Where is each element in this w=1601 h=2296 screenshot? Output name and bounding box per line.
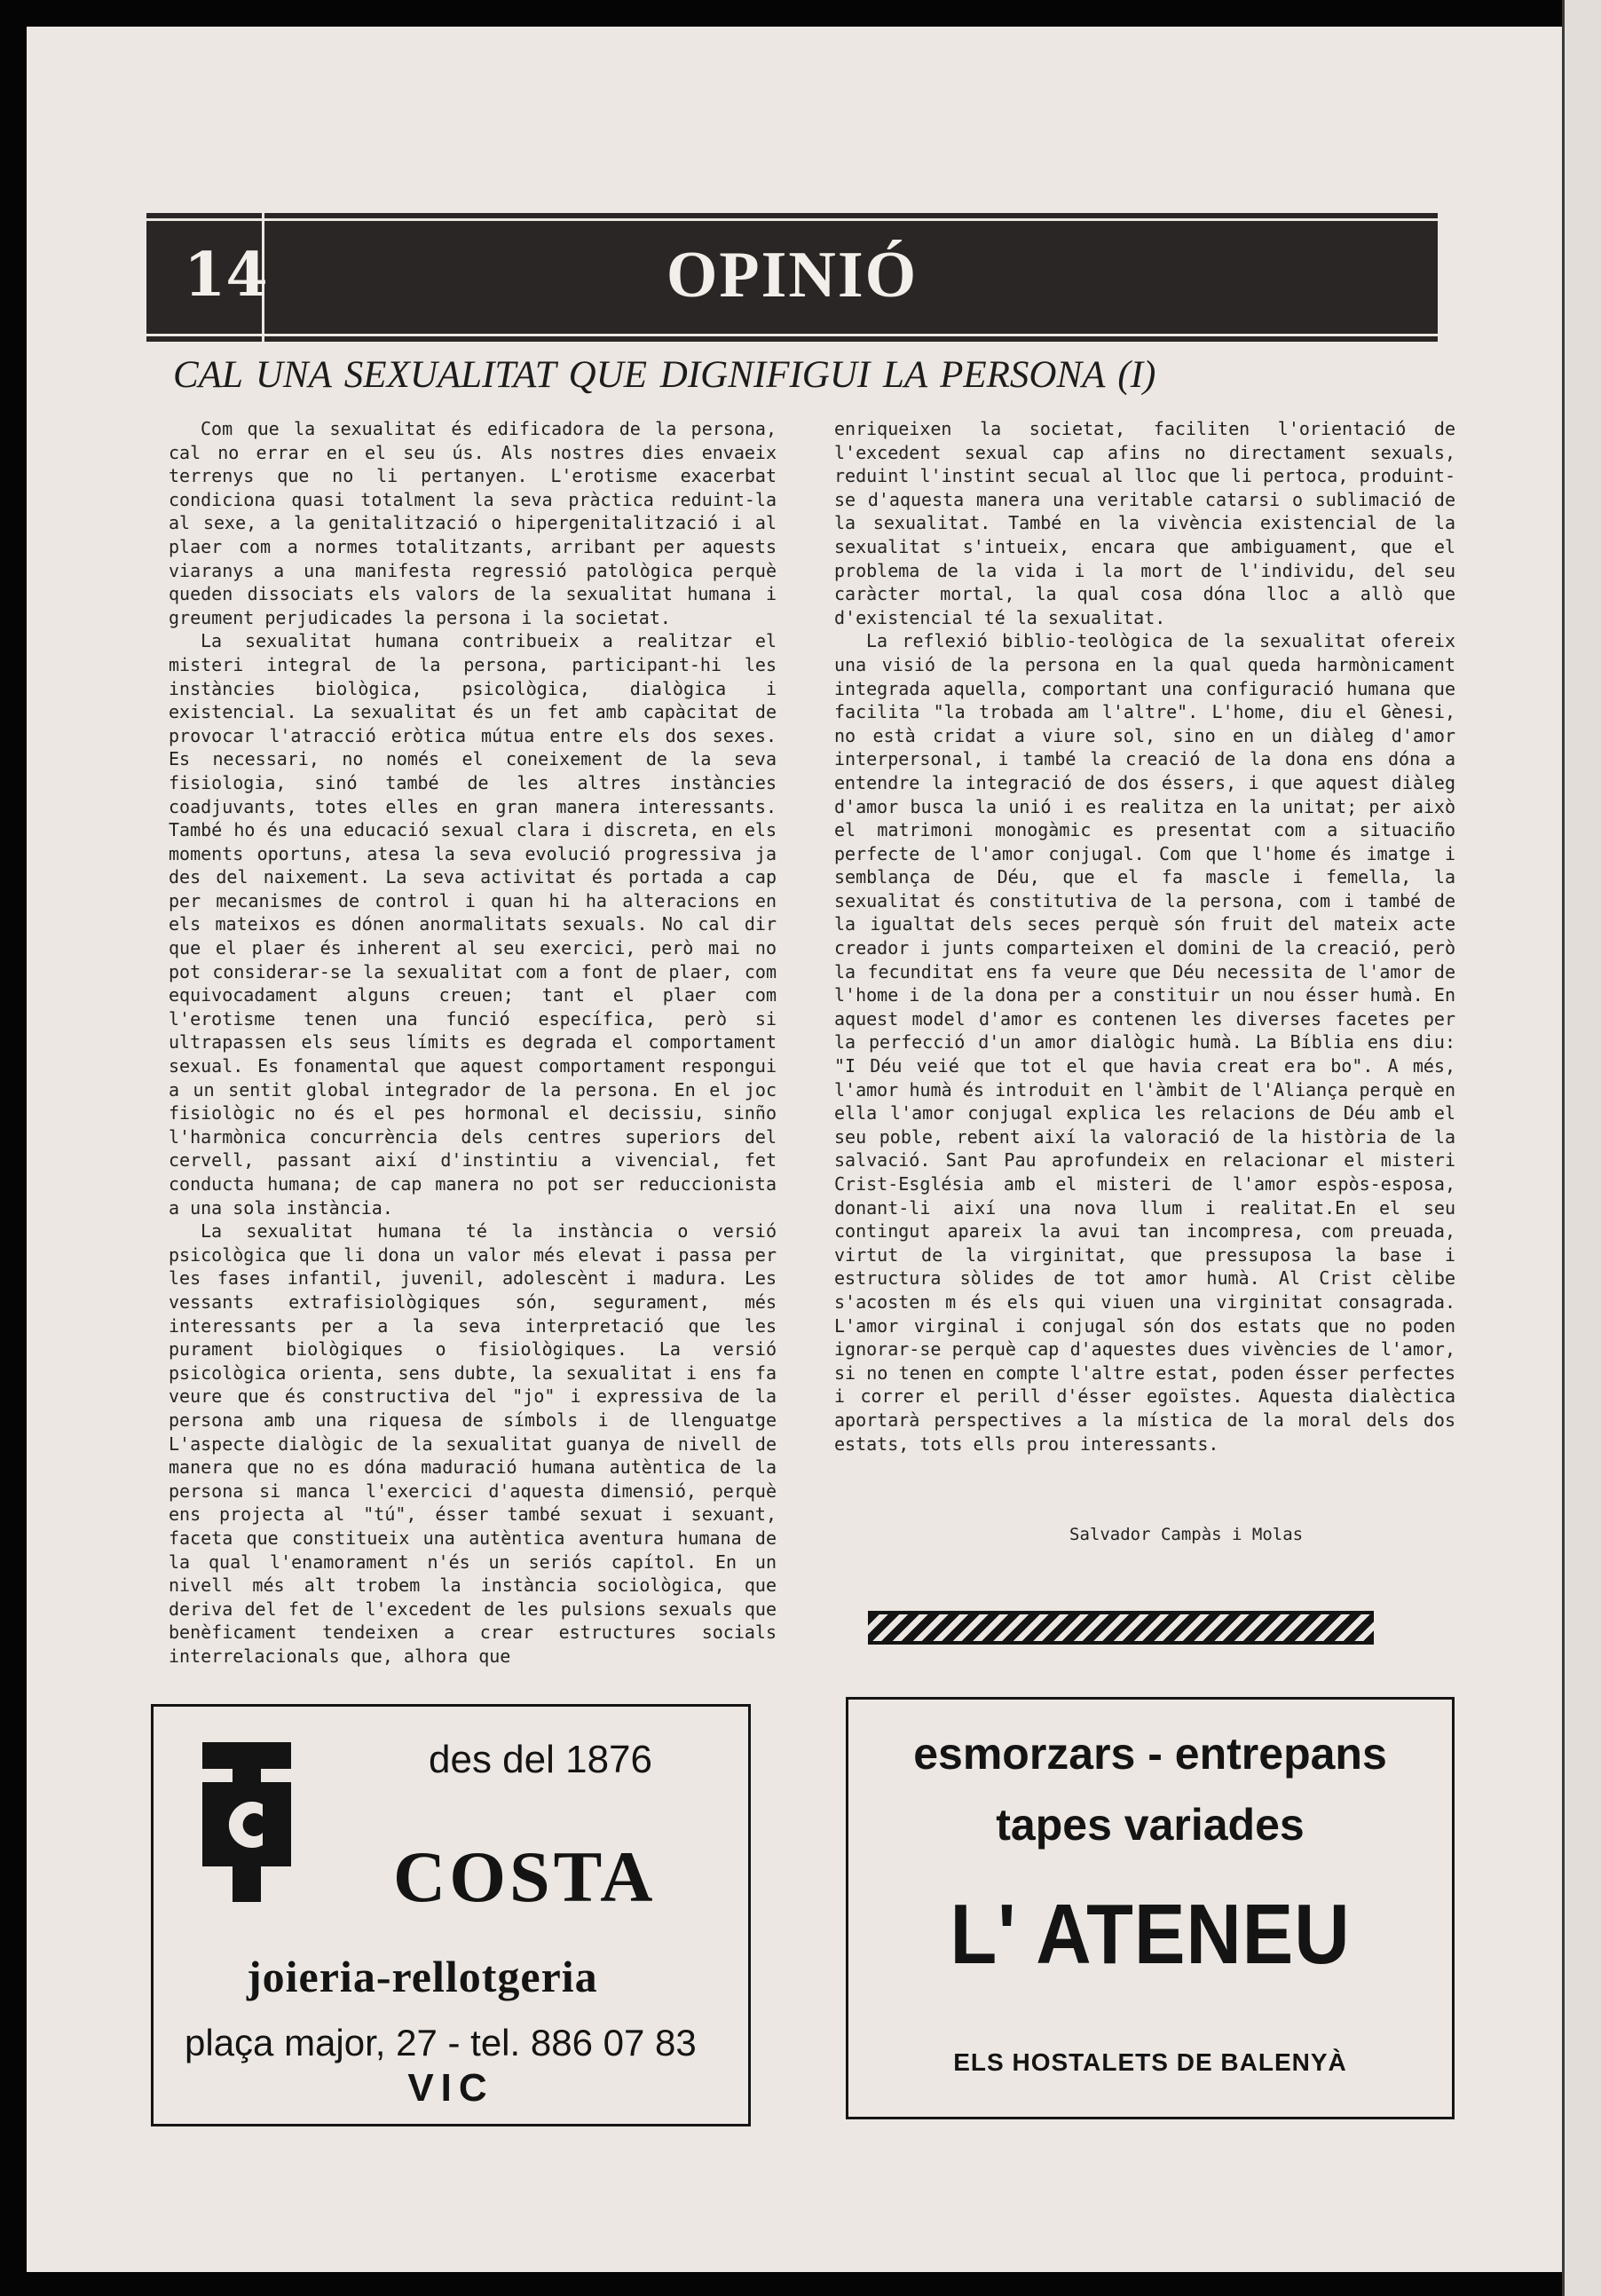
costa-logo-icon <box>202 1742 291 1902</box>
article-paragraph: enriqueixen la societat, faciliten l'orientació de l'excedent sexual cap afins no directament sexuals, reduint l'instint secual al lloc que li pertoca, produint-se d'aquesta manera una veritable catarsi o sublimació de la sexualitat. També en la vivència existencial de la sexualitat s'intueix, encara que ambiguament, que el problema de la vida i la mort de l'individu, del seu caràcter mortal, la qual cosa dóna lloc a allò que d'existencial té la sexualitat. <box>834 418 1455 628</box>
costa-since: des del 1876 <box>429 1738 652 1781</box>
section-banner <box>146 213 1438 342</box>
ateneu-name: L' ATENEU <box>950 1887 1351 1982</box>
article-author: Salvador Campàs i Molas <box>1069 1525 1304 1544</box>
costa-name: COSTA <box>393 1836 657 1917</box>
page-number: 14 <box>184 240 268 311</box>
decorative-rope-divider <box>868 1611 1374 1645</box>
costa-city: VIC <box>407 2066 494 2110</box>
article-column-right <box>834 417 1455 1456</box>
article-paragraph: La reflexió biblio-teològica de la sexualitat ofereix una visió de la persona en la qual queda harmònicament integrada aquella, comportant una configuració humana que facilita "la trobada am l'altre". L'home, diu el Gènesi, no està cridat a viure sol, sino en un diàleg d'amor interpersonal, i també la creació de la dona ens dóna a entendre la integració de dos éssers, i que aquest diàleg d'amor busca la unió i es realitza en la unitat; per això el matrimoni monogàmic es presentat com a situaciño perfecte de l'amor conjugal. Com que l'home és imatge i semblança de Déu, que el fa mascle i femella, la sexualitat és constitutiva de la persona, com i també de la igualtat dels seces perquè són fruit del mateix acte creador i junts comparteixen el domini de la creació, però la fecunditat ens fa veure que Déu necessita de l'amor de l'home i de la dona per a constituir un nou ésser humà. En aquest model d'amor es contenen les diverses facetes per la perfecció d'un amor dialògic humà. La Bíblia ens diu: "I Déu veié que tot el que havia creat era bo". A més, l'amor humà és introduit en l'àmbit de l'Aliança perquè en ella l'amor conjugal explica les relacions de Déu amb el seu poble, rebent així la valoració de la història de la salvació. Sant Pau aprofundeix en relacionar el misteri Crist-Església amb el misteri de l'amor espòs-esposa, donant-li així una nova llum i realitat.En el seu contingut apareix la avui tan incompresa, com preuada, virtut de la virginitat, que pressuposa la base i estructura sòlides de tot amor humà. Al Crist cèlibe s'acosten m és els qui viuen una virginitat consagrada. L'amor virginal i conjugal són dos estats que no poden ignorar-se perquè cap d'aquestes dues vivències de l'amor, si no tenen en compte l'altre estat, poden ésser perfectes i correr el perill d'ésser egoïstes. Aquesta dialèctica aportarà perspectives a la mística de la moral dels dos estats, tots ells prou interessants. <box>834 630 1455 1455</box>
article-column-left <box>169 417 777 1668</box>
ateneu-offer-line1: esmorzars - entrepans <box>913 1729 1387 1779</box>
banner-rule-bottom <box>146 334 1438 336</box>
article-paragraph: Com que la sexualitat és edificadora de la persona, cal no errar en el seu ús. Als nostres dies envaeix terrenys que no li pertanyen. L'erotisme exacerbat condiciona quasi totalment la seva pràctica reduint-la al sexe, a la genitalització o hipergenitalització i al plaer com a normes totalitzants, arribant per aquests viaranys a una manifesta regressió patològica perquè queden dissociats els valors de la sexualitat humana i greument perjudicades la persona i la societat. <box>169 418 777 628</box>
ad-ateneu <box>846 1697 1455 2119</box>
article-paragraph: La sexualitat humana contribueix a realitzar el misteri integral de la persona, participant-hi les instàncies biològica, psicològica, dialògica i existencial. La sexualitat és un fet amb capàcitat de provocar l'atracció eròtica mútua entre els dos sexes. Es necessari, no només el coneixement de la seva fisiologia, sinó també de les altres instàncies coadjuvants, totes elles en gran manera interessants. També ho és una educació sexual clara i discreta, en els moments oportuns, atesa la seva evolució progressiva ja des del naixement. La seva activitat és portada a cap per mecanismes de control i quan hi ha alteracions en els mateixos es dónen anormalitats sexuals. No cal dir que el plaer és inherent al seu exercici, però mai no pot considerar-se la sexualitat com a font de plaer, com equivocadament alguns creuen; tant el plaer com l'erotisme tenen una funció específica, però si ultrapassen els seus límits es degrada el comportament sexual. Es fonamental que aquest comportament respongui a un sentit global integrador de la persona. En el joc fisiològic no és el pes hormonal el decissiu, sinño l'harmònica concurrència dels centres superiors del cervell, passant així d'instintiu a vivencial, fet conducta humana; de cap manera no pot ser reduccionista a una sola instància. <box>169 630 777 1219</box>
article-title: CAL UNA SEXUALITAT QUE DIGNIFIGUI LA PERSONA (I) <box>173 354 1156 396</box>
costa-address: plaça major, 27 - tel. 886 07 83 <box>185 2022 697 2063</box>
ateneu-place: ELS HOSTALETS DE BALENYÀ <box>953 2048 1347 2076</box>
ad-costa <box>151 1704 751 2126</box>
section-title: OPINIÓ <box>666 239 919 312</box>
banner-rule-top <box>146 218 1438 221</box>
ateneu-offer-line2: tapes variades <box>996 1800 1305 1850</box>
adjacent-page-edge <box>1562 0 1601 2296</box>
costa-trade: joieria-rellotgeria <box>247 1952 598 2001</box>
article-paragraph: La sexualitat humana té la instància o versió psicològica que li dona un valor més elevat i passa per les fases infantil, juvenil, adolescènt i madura. Les vessants extrafisiològiques són, segurament, més interessants per a la seva interpretació que les purament biològiques o fisiològiques. La versió psicològica orienta, sens dubte, la sexualitat i ens fa veure que és constructiva del "jo" i expressiva de la persona amb una riquesa de símbols i de llenguatge L'aspecte dialògic de la sexualitat guanya de nivell de manera que no es dóna maduració humana autèntica de la persona si manca l'exercici d'aquesta dimensió, perquè ens projecta al "tú", ésser també sexuat i sexuant, faceta que constitueix una autèntica aventura humana de la qual l'enamorament n'és un seriós capítol. En un nivell més alt trobem la instància sociològica, que deriva del fet de l'excedent de les pulsions sexuals que benèficament tendeixen a crear estructures socials interrelacionals que, alhora que <box>169 1220 777 1667</box>
